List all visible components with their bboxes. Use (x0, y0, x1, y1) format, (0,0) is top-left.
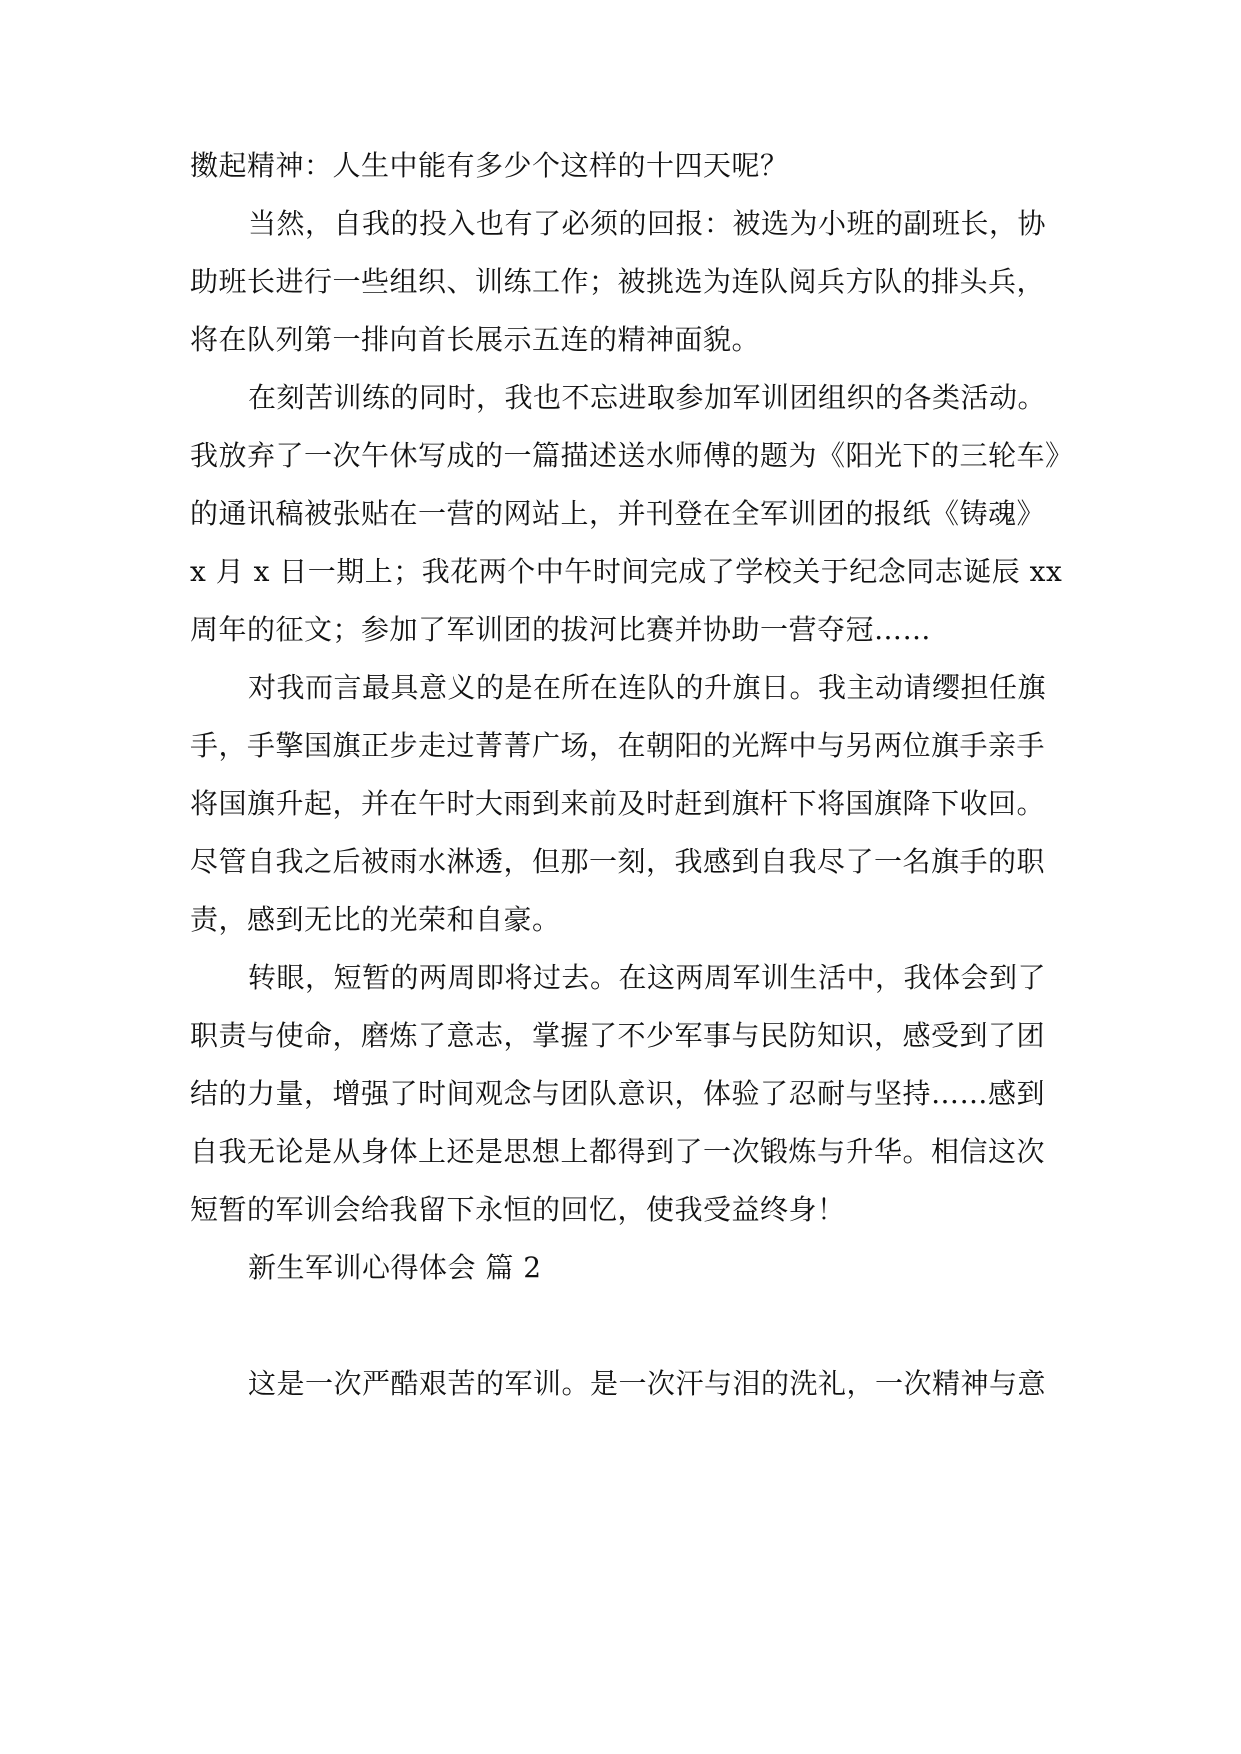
paragraph-4-line-5: 责，感到无比的光荣和自豪。 (190, 903, 561, 936)
paragraph-5-line-4: 自我无论是从身体上还是思想上都得到了一次锻炼与升华。相信这次 (190, 1135, 1046, 1168)
paragraph-3-line-1: 在刻苦训练的同时，我也不忘进取参加军训团组织的各类活动。 (248, 381, 1047, 414)
paragraph-2-line-3: 将在队列第一排向首长展示五连的精神面貌。 (190, 323, 761, 356)
paragraph-4-line-4: 尽管自我之后被雨水淋透，但那一刻，我感到自我尽了一名旗手的职 (190, 845, 1046, 878)
section-heading: 新生军训心得体会 篇 2 (248, 1251, 542, 1284)
paragraph-3-line-2: 我放弃了一次午休写成的一篇描述送水师傅的题为《阳光下的三轮车》 (190, 439, 1074, 472)
paragraph-3-line-4: x 月 x 日一期上；我花两个中午时间完成了学校关于纪念同志诞辰 xx (190, 555, 1063, 588)
paragraph-1-line-1: 擞起精神：人生中能有多少个这样的十四天呢？ (190, 149, 789, 182)
paragraph-3-line-5: 周年的征文；参加了军训团的拔河比赛并协助一营夺冠…… (190, 613, 932, 646)
paragraph-5-line-2: 职责与使命，磨炼了意志，掌握了不少军事与民防知识，感受到了团 (190, 1019, 1046, 1052)
paragraph-2-line-1: 当然，自我的投入也有了必须的回报：被选为小班的副班长，协 (248, 207, 1047, 240)
paragraph-4-line-2: 手，手擎国旗正步走过菁菁广场，在朝阳的光辉中与另两位旗手亲手 (190, 729, 1046, 762)
paragraph-3-line-3: 的通讯稿被张贴在一营的网站上，并刊登在全军训团的报纸《铸魂》 (190, 497, 1046, 530)
paragraph-5-line-3: 结的力量，增强了时间观念与团队意识，体验了忍耐与坚持……感到 (190, 1077, 1046, 1110)
paragraph-4-line-1: 对我而言最具意义的是在所在连队的升旗日。我主动请缨担任旗 (248, 671, 1047, 704)
paragraph-6-line-1: 这是一次严酷艰苦的军训。是一次汗与泪的洗礼，一次精神与意 (248, 1367, 1047, 1400)
paragraph-2-line-2: 助班长进行一些组织、训练工作；被挑选为连队阅兵方队的排头兵， (190, 265, 1046, 298)
paragraph-4-line-3: 将国旗升起，并在午时大雨到来前及时赶到旗杆下将国旗降下收回。 (190, 787, 1046, 820)
paragraph-5-line-5: 短暂的军训会给我留下永恒的回忆，使我受益终身！ (190, 1193, 846, 1226)
paragraph-5-line-1: 转眼，短暂的两周即将过去。在这两周军训生活中，我体会到了 (248, 961, 1047, 994)
